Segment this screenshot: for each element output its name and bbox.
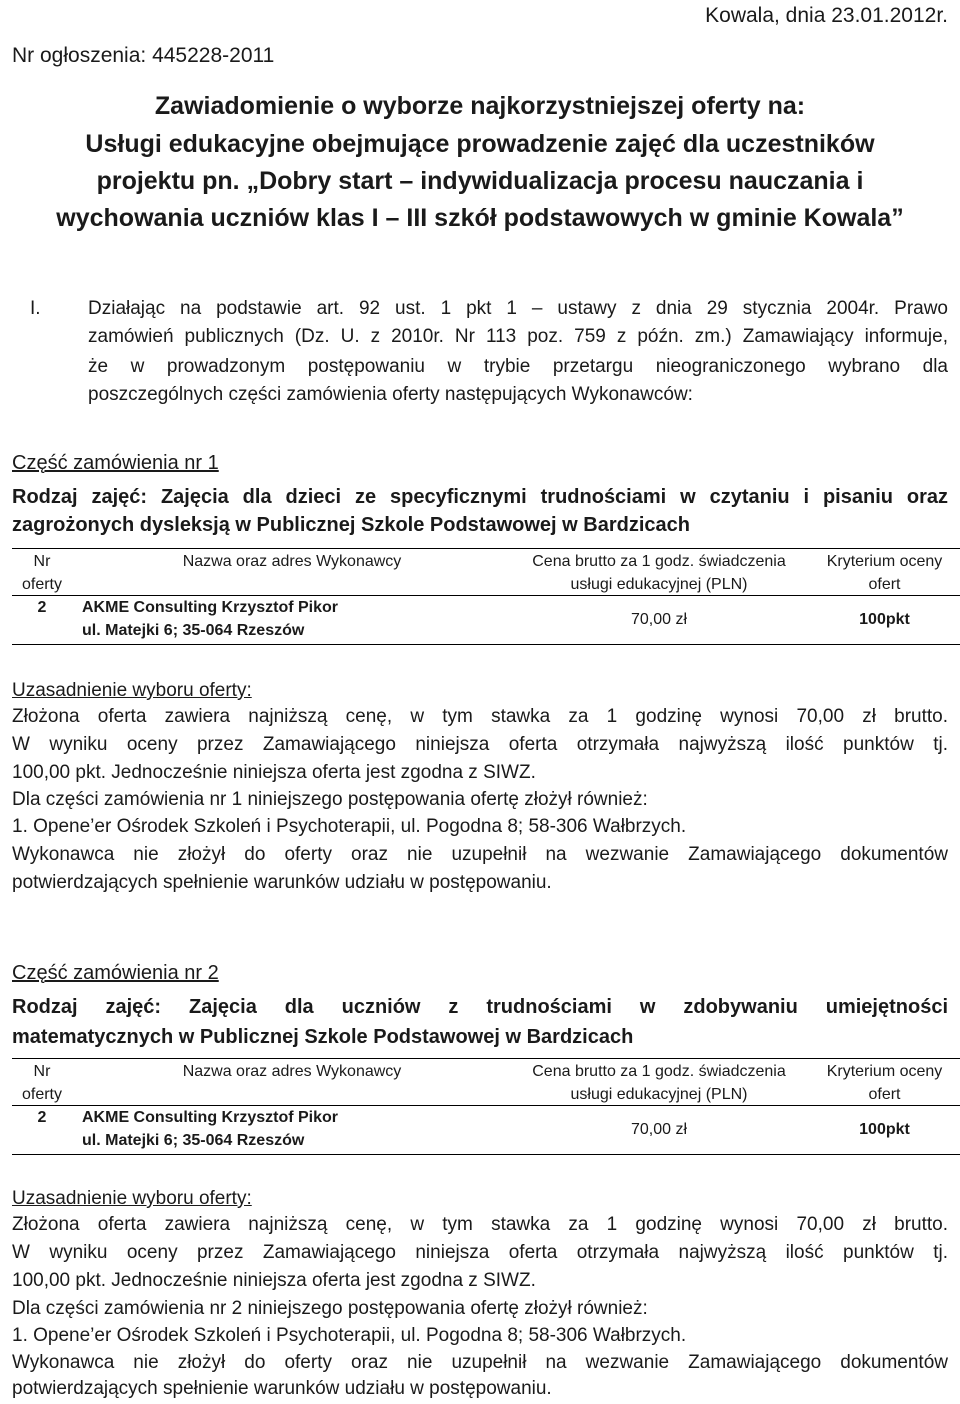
intro-line-3: że w prowadzonym postępowaniu w trybie przetargu nieograniczonego wybrano dla [88,356,948,377]
part-2-justification-line-3: 100,00 pkt. Jednocześnie niniejsza oferta jest zgodna z SIWZ. [12,1270,536,1291]
part-2-justification-title: Uzasadnienie wyboru oferty: [12,1188,252,1209]
part-2-title: Część zamówienia nr 2 [12,962,219,984]
part-1-justification-title: Uzasadnienie wyboru oferty: [12,680,252,701]
part-1-justification-line-3: 100,00 pkt. Jednocześnie niniejsza oferta jest zgodna z SIWZ. [12,762,536,783]
offer-points: 100pkt [859,611,910,628]
header-price: Cena brutto za 1 godz. świadczenia usługi edukacyjnej (PLN) [532,553,786,593]
header-contractor: Nazwa oraz adres Wykonawcy [182,553,402,570]
notice-number: Nr ogłoszenia: 445228-2011 [12,44,275,67]
offer-number: 2 [37,599,47,616]
header-offer-number: Nr oferty [21,1063,62,1103]
part-1-justification-line-2: W wyniku oceny przez Zamawiającego niniejsza oferta otrzymała najwyższą ilość punktów tj. [12,734,948,755]
part-2-table [12,1058,960,1158]
header-price: Cena brutto za 1 godz. świadczenia usługi edukacyjnej (PLN) [532,1063,786,1103]
part-1-other-offer-note-1: Wykonawca nie złożył do oferty oraz nie uzupełnił na wezwanie Zamawiającego dokumentów [12,844,948,865]
contractor-name: AKME Consulting Krzysztof Pikor ul. Matejki 6; 35-064 Rzeszów [82,1109,339,1149]
part-1-other-offer: 1. Opene’er Ośrodek Szkoleń i Psychoterapii, ul. Pogodna 8; 58-306 Wałbrzych. [12,816,687,837]
part-2-other-offer-intro: Dla części zamówienia nr 2 niniejszego postępowania ofertę złożył również: [12,1298,648,1319]
title-line-3: projektu pn. „Dobry start – indywidualizacja procesu nauczania i [96,167,864,195]
part-1-title: Część zamówienia nr 1 [12,452,219,474]
intro-line-1: Działając na podstawie art. 92 ust. 1 pkt 1 – ustawy z dnia 29 stycznia 2004r. Prawo [88,298,948,319]
header-criterion: Kryterium oceny ofert [826,1063,943,1103]
offer-number: 2 [37,1109,47,1126]
offer-price: 70,00 zł [630,611,688,628]
title-line-1: Zawiadomienie o wyborze najkorzystniejszej oferty na: [154,92,806,120]
part-1-other-offer-intro: Dla części zamówienia nr 1 niniejszego postępowania ofertę złożył również: [12,789,648,810]
title-line-4: wychowania uczniów klas I – III szkół podstawowych w gminie Kowala” [56,204,904,232]
part-1-other-offer-note-2: potwierdzających spełnienie warunków udziału w postępowaniu. [12,872,552,893]
part-2-type-line-1: Rodzaj zajęć: Zajęcia dla uczniów z trudnościami w zdobywaniu umiejętności [12,996,948,1018]
intro-line-2: zamówień publicznych (Dz. U. z 2010r. Nr 113 poz. 759 z późn. zm.) Zamawiający informuje, [88,326,948,347]
part-2-other-offer-note-1: Wykonawca nie złożył do oferty oraz nie uzupełnił na wezwanie Zamawiającego dokumentów [12,1352,948,1373]
part-2-other-offer-note-2: potwierdzających spełnienie warunków udziału w postępowaniu. [12,1378,552,1399]
part-1-table [12,548,960,648]
part-2-type-line-2: matematycznych w Publicznej Szkole Podstawowej w Bardzicach [12,1026,634,1048]
offer-price: 70,00 zł [630,1121,688,1138]
place-and-date: Kowala, dnia 23.01.2012r. [705,4,948,27]
intro-line-4: poszczególnych części zamówienia oferty następujących Wykonawców: [88,384,693,405]
part-2-justification-line-1: Złożona oferta zawiera najniższą cenę, w tym stawka za 1 godzinę wynosi 70,00 zł brutto. [12,1214,948,1235]
part-1-type-line-1: Rodzaj zajęć: Zajęcia dla dzieci ze specyficznymi trudnościami w czytaniu i pisaniu oraz [12,486,948,508]
header-criterion: Kryterium oceny ofert [826,553,943,593]
part-2-other-offer: 1. Opene’er Ośrodek Szkoleń i Psychoterapii, ul. Pogodna 8; 58-306 Wałbrzych. [12,1325,687,1346]
header-contractor: Nazwa oraz adres Wykonawcy [182,1063,402,1080]
title-line-2: Usługi edukacyjne obejmujące prowadzenie zajęć dla uczestników [85,130,875,158]
contractor-name: AKME Consulting Krzysztof Pikor ul. Matejki 6; 35-064 Rzeszów [82,599,339,639]
intro-number: I. [30,298,41,319]
header-offer-number: Nr oferty [21,553,62,593]
part-2-justification-line-2: W wyniku oceny przez Zamawiającego niniejsza oferta otrzymała najwyższą ilość punktów tj. [12,1242,948,1263]
part-1-type-line-2: zagrożonych dysleksją w Publicznej Szkole Podstawowej w Bardzicach [12,514,690,536]
offer-points: 100pkt [859,1121,910,1138]
part-1-justification-line-1: Złożona oferta zawiera najniższą cenę, w tym stawka za 1 godzinę wynosi 70,00 zł brutto. [12,706,948,727]
